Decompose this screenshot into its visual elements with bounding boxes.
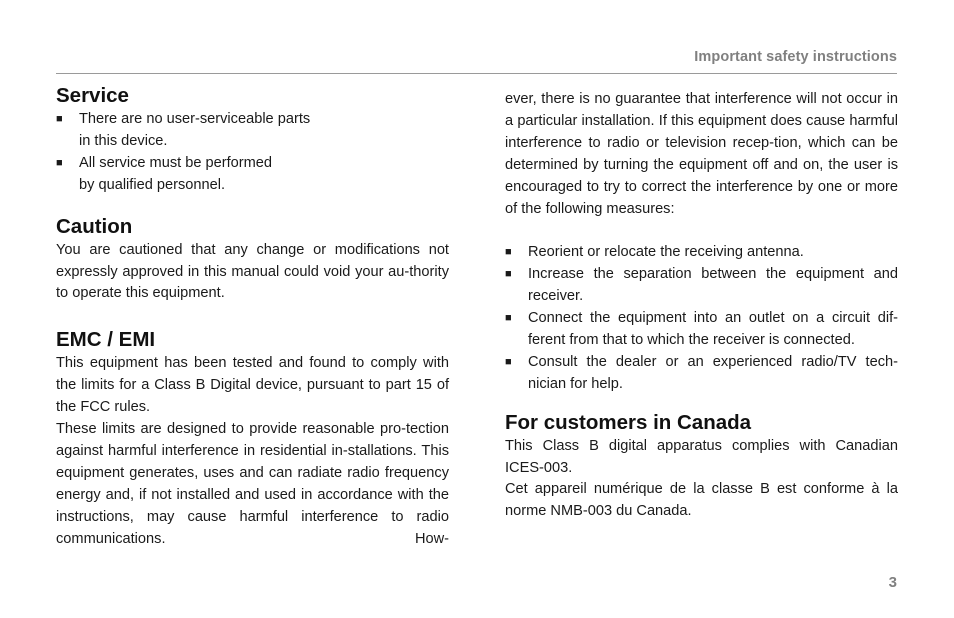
bullet-icon: ■ — [56, 156, 63, 169]
page-header — [56, 48, 897, 74]
canada-paragraph-2: Cet appareil numérique de la classe B est conforme à la norme NMB-003 du Canada. — [505, 481, 898, 520]
header-title: Important safety instructions — [694, 49, 897, 65]
emc-paragraph-3: ever, there is no guarantee that interference will not occur in a particular installation. If this equipment does cause harmful interference to radio or television recep-tion, which can be determined by turning the equipment off and on, the user is encouraged to try to correct the interference by one or more of the following measures: — [505, 91, 898, 217]
measure-text: Connect the equipment into an outlet on a circuit dif-ferent from that to which the receiver is connected. — [528, 310, 898, 348]
canada-paragraph-1: This Class B digital apparatus complies with Canadian ICES-003. — [505, 437, 898, 476]
service-item — [56, 153, 449, 197]
left-column — [56, 83, 449, 551]
bullet-icon: ■ — [505, 312, 512, 325]
service-list — [56, 109, 449, 197]
bullet-icon: ■ — [505, 246, 512, 259]
right-column — [505, 83, 898, 523]
emc-paragraph-2: These limits are designed to provide reasonable pro-tection against harmful interference in residential in-stallations. This equipment generates, uses and can radiate radio frequency energy and, if not installed and used in accordance with the instructions, may cause harmful interference to radio communications. How- — [56, 421, 449, 547]
bullet-icon: ■ — [505, 268, 512, 281]
measures-list — [505, 242, 898, 395]
caution-text: You are cautioned that any change or modifications not expressly approved in this manual could void your au-thority to operate this equipment. — [56, 241, 449, 302]
measure-text: Reorient or relocate the receiving antenna. — [528, 244, 804, 261]
measure-text: Consult the dealer or an experienced radio/TV tech-nician for help. — [528, 353, 898, 392]
caution-heading: Caution — [56, 214, 133, 238]
measure-text: Increase the separation between the equipment and receiver. — [528, 266, 898, 305]
measure-item — [505, 308, 898, 352]
emc-paragraph-1: This equipment has been tested and found to comply with the limits for a Class B Digital device, pursuant to part 15 of the FCC rules. — [56, 355, 449, 416]
bullet-icon: ■ — [56, 113, 63, 125]
service-item-line2: by qualified personnel. — [79, 176, 226, 193]
service-item-line1: There are no user-serviceable parts — [79, 111, 311, 127]
measure-item — [505, 352, 898, 396]
service-item-line2: in this device. — [79, 132, 168, 149]
page-number: 3 — [888, 574, 897, 591]
service-item-line1: All service must be performed — [79, 154, 273, 171]
service-item — [56, 109, 449, 153]
bullet-icon: ■ — [505, 355, 512, 368]
canada-heading: For customers in Canada — [505, 410, 752, 434]
service-heading: Service — [56, 84, 129, 107]
measure-item — [505, 264, 898, 308]
measure-item — [505, 242, 898, 264]
emc-heading: EMC / EMI — [56, 328, 156, 352]
